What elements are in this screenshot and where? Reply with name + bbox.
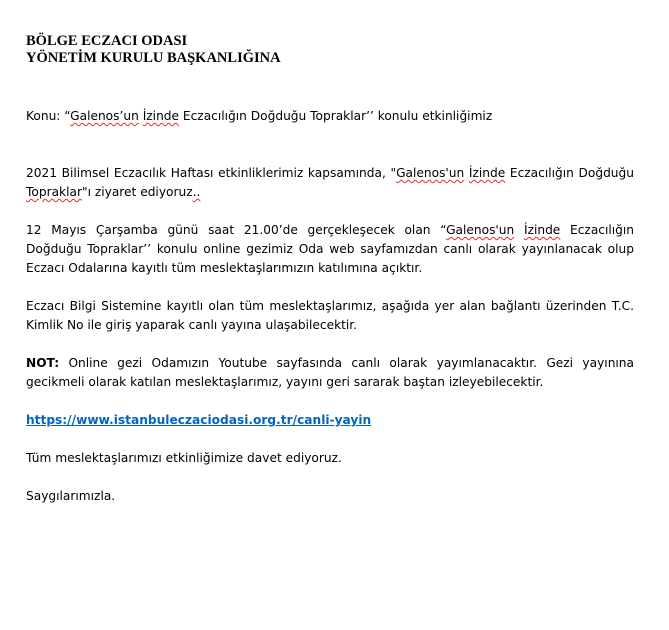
intro-text-d: "ı ziyaret ediyoruz: [81, 185, 193, 199]
intro-dots: ..: [192, 185, 201, 199]
recipient-line-1: BÖLGE ECZACI ODASI: [26, 33, 188, 49]
subject-prefix: Konu: “: [26, 109, 71, 123]
intro-word-izinde: İzinde: [468, 166, 506, 180]
event-text-a: 12 Mayıs Çarşamba günü saat 21.00’de gerçekleşecek olan “: [26, 223, 447, 237]
event-space: [514, 223, 524, 237]
recipient-line-2: YÖNETİM KURULU BAŞKANLIĞINA: [26, 50, 281, 66]
note-text: Online gezi Odamızın Youtube sayfasında canlı olarak yayımlanacaktır. Gezi yayınına gecikmeli olarak katılan meslektaşlarımız, yayını geri sararak baştan izleyebilecektir.: [26, 356, 634, 389]
letter-page: [26, 33, 634, 506]
event-text-c: Eczacılığın Doğduğu Topraklar’’ konulu online gezimiz Oda web sayfamızdan canlı olarak yayınlanacak olup Eczacı Odalarına kayıtlı tüm meslektaşlarımızın katılımına açıktır.: [26, 223, 634, 275]
event-word-izinde: İzinde: [523, 223, 561, 237]
live-stream-link[interactable]: https://www.istanbuleczaciodasi.org.tr/canli-yayin: [26, 413, 372, 427]
intro-text-c: Eczacılığın Doğduğu: [505, 166, 634, 180]
intro-word-topraklar: Topraklar: [26, 185, 82, 199]
subject-suffix: Eczacılığın Doğduğu Topraklar’’ konulu etkinliğimiz: [179, 109, 493, 123]
invite-paragraph: Tüm meslektaşlarımızı etkinliğimize davet ediyoruz.: [26, 451, 342, 465]
recipient-heading: [26, 33, 634, 67]
access-paragraph: Eczacı Bilgi Sistemine kayıtlı olan tüm meslektaşlarımız, aşağıda yer alan bağlantı üzerinden T.C. Kimlik No ile giriş yaparak canlı yayına ulaşabilecektir.: [26, 299, 634, 332]
closing-paragraph: Saygılarımızla.: [26, 489, 116, 503]
event-paragraph: [26, 221, 634, 278]
subject-word-galenos: Galenos’un: [70, 109, 139, 123]
intro-paragraph: [26, 164, 634, 202]
subject-word-izinde: İzinde: [142, 109, 180, 123]
note-label: NOT:: [26, 356, 60, 370]
intro-word-galenos: Galenos'un: [396, 166, 465, 180]
note-paragraph: [26, 354, 634, 392]
subject-line: [26, 107, 634, 126]
event-word-galenos: Galenos'un: [446, 223, 515, 237]
intro-text-a: 2021 Bilimsel Eczacılık Haftası etkinliklerimiz kapsamında, ": [26, 166, 397, 180]
live-link-paragraph: [26, 411, 634, 430]
